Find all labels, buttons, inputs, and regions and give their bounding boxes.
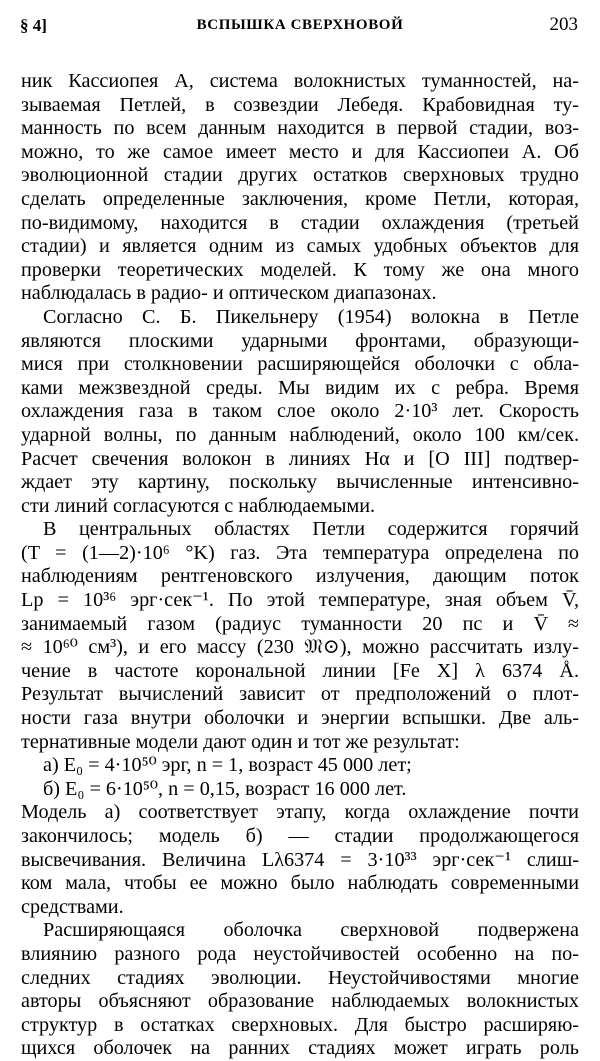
page-header: [20, 12, 580, 42]
text-line: авторы объясняют образование наблюдаемых волокнистых: [21, 990, 579, 1013]
text-line: мися при столкновении расширяющейся оболочки с обла-: [21, 353, 579, 376]
text-line: влиянию разного рода неустойчивостей особенно на по-: [21, 942, 579, 965]
formula-line: б) E₀ = 6·10⁵⁰, n = 0,15, возраст 16 000 лет.: [43, 777, 407, 800]
text-line: ности газа внутри оболочки и энергии вспышки. Две аль-: [21, 707, 579, 730]
body-text: [21, 70, 579, 1061]
text-line: охлаждения газа в таком слое около 2·10³ лет. Скорость: [21, 400, 579, 423]
text-line: структур в остатках сверхновых. Для быстро расширяю-: [21, 1013, 579, 1036]
text-line: закончилось; модель б) — стадии продолжающегося: [21, 825, 579, 847]
text-line: Результат вычислений зависит от предположений о плот-: [21, 683, 579, 706]
formula-line: а) E₀ = 4·10⁵⁰ эрг, n = 1, возраст 45 000 лет;: [43, 754, 412, 777]
text-line: тернативные модели дают один и тот же результат:: [21, 730, 460, 753]
text-line: (T = (1—2)·10⁶ °K) газ. Эта температура определена по: [21, 541, 579, 564]
running-title: ВСПЫШКА СВЕРХНОВОЙ: [196, 17, 404, 33]
text-line: Lр = 10³⁶ эрг·сек⁻¹. По этой температуре, зная объем V̄,: [21, 589, 579, 612]
text-line: сти линий согласуются с наблюдаемыми.: [21, 494, 376, 517]
paragraph-start: Согласно С. Б. Пикельнеру (1954) волокна в Петле: [43, 305, 579, 328]
text-line: ками межзвездной среды. Мы видим их с ребра. Время: [21, 376, 579, 399]
text-line: следних стадиях эволюции. Неустойчивостями многие: [21, 966, 579, 989]
page-number: 203: [549, 14, 578, 35]
text-line: наблюдениям рентгеновского излучения, дающим поток: [21, 565, 579, 588]
text-line: щихся оболочек на ранних стадиях может играть роль: [21, 1037, 579, 1060]
text-line: ударной волны, по данным наблюдений, около 100 км/сек.: [21, 423, 579, 446]
text-line: манность по всем данным находится в первой стадии, воз-: [21, 117, 579, 140]
text-line: стадии) и является одним из самых удобных объектов для: [21, 235, 579, 258]
paragraph-start: Расширяющаяся оболочка сверхновой подвержена: [43, 919, 579, 942]
text-line: ≈ 10⁶⁰ см³), и его массу (230 𝔐⊙), можно рассчитать излу-: [21, 636, 579, 659]
text-line: занимаемый газом (радиус туманности 20 пс и V̄ ≈: [21, 612, 579, 635]
text-line: ник Кассиопея А, система волокнистых туманностей, на-: [21, 70, 579, 92]
text-line: эволюционной стадии других остатков сверхновых трудно: [21, 164, 579, 187]
text-line: высвечивания. Величина Lλ6374 = 3·10³³ эрг·сек⁻¹ слиш-: [21, 848, 579, 871]
text-line: чение в частоте корональной линии [Fe X] λ 6374 Å.: [21, 659, 579, 682]
section-marker: § 4]: [20, 16, 47, 35]
text-line: наблюдалась в радио- и оптическом диапазонах.: [21, 282, 437, 305]
text-line: являются плоскими ударными фронтами, образующи-: [21, 329, 579, 352]
text-line: ком мала, чтобы ее можно было наблюдать современными: [21, 872, 579, 895]
text-line: Расчет свечения волокон в линиях Hα и [O III] подтвер-: [21, 447, 579, 470]
text-line: по-видимому, находится в стадии охлаждения (третьей: [21, 211, 579, 234]
text-line: проверки теоретических моделей. К тому же она много: [21, 258, 579, 281]
paragraph-start: В центральных областях Петли содержится горячий: [43, 518, 579, 541]
text-line: средствами.: [21, 895, 124, 918]
text-line: сделать определенные заключения, кроме Петли, которая,: [21, 187, 579, 210]
text-line: ждает эту картину, поскольку вычисленные интенсивно-: [21, 471, 579, 494]
text-line: Модель а) соответствует этапу, когда охлаждение почти: [21, 801, 579, 824]
text-line: можно, то же самое имеет место и для Кассиопеи А. Об: [21, 140, 579, 163]
text-line: зываемая Петлей, в созвездии Лебедя. Крабовидная ту-: [21, 93, 579, 116]
